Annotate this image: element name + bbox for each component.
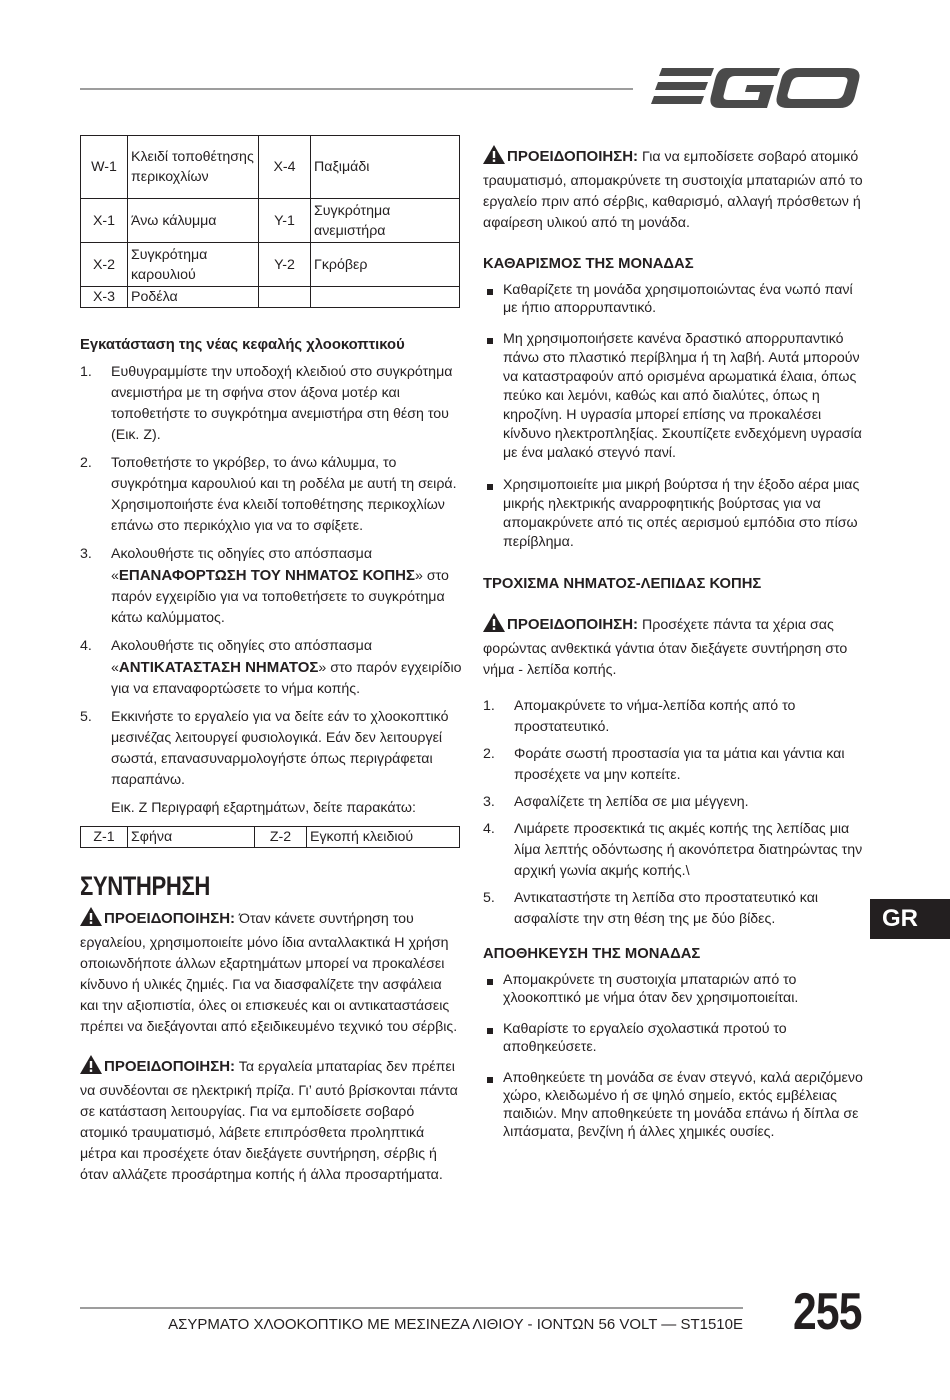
list-item: 3. Ασφαλίζετε τη λεπίδα σε μια μέγγενη. <box>483 794 749 810</box>
warning-icon <box>80 1055 102 1081</box>
table-row <box>81 136 460 199</box>
part-name: Άνω κάλυμμα <box>128 199 259 243</box>
cleaning-heading: ΚΑΘΑΡΙΣΜΟΣ ΤΗΣ ΜΟΝΑΔΑΣ <box>483 256 694 272</box>
warning-paragraph: ΠΡΟΕΙΔΟΠΟΙΗΣΗ: Προσέχετε πάντα τα χέρια σας φορώντας ανθεκτικά γάντια όταν διεξάγετε συντήρηση στο νήμα - λεπίδα κοπής. <box>483 613 863 681</box>
warning-paragraph: ΠΡΟΕΙΔΟΠΟΙΗΣΗ: Για να εμποδίσετε σοβαρό ατομικό τραυματισμό, απομακρύνετε τη συστοιχία μπαταριών από το εργαλείο πριν από σέρβις, καθαρισμό, αλλαγή πρόσθετων ή αφαίρεση υλικού από τη μονάδα. <box>483 145 863 234</box>
cleaning-list <box>483 281 863 552</box>
language-tab: GR <box>870 899 950 939</box>
z-table <box>80 826 460 848</box>
warning-icon <box>80 907 102 933</box>
part-name: Κλειδί τοποθέτησης περικοχλίων <box>128 136 259 199</box>
part-name: Γκρόβερ <box>311 243 460 287</box>
part-code: Y-2 <box>259 243 311 287</box>
warning-icon <box>483 145 505 171</box>
list-item: 1. Απομακρύνετε το νήμα-λεπίδα κοπής από το προστατευτικό. <box>483 698 796 735</box>
part-code: Z-2 <box>255 827 307 848</box>
part-code: X-1 <box>81 199 128 243</box>
part-name: Ροδέλα <box>128 287 259 308</box>
warning-paragraph: ΠΡΟΕΙΔΟΠΟΙΗΣΗ: Όταν κάνετε συντήρηση του εργαλείου, χρησιμοποιείτε μόνο ίδια ανταλλακτικά Η χρήση οποιωνδήποτε άλλων εξαρτημάτων μπορεί να προκαλέσει κίνδυνο ή υλικές ζημιές. Για να διασφαλίζετε την ασφάλεια και την αξιοπιστία, όλες οι επισκευές και οι αντικαταστάσεις πρέπει να διεξάγονται από εξειδικευμένο τεχνικό του σέρβις. <box>80 907 462 1038</box>
list-item: Απομακρύνετε τη συστοιχία μπαταριών από το χλοοκοπτικό με νήμα όταν δεν χρησιμοποιείται. <box>483 971 863 1007</box>
page-number: 255 <box>793 1283 862 1341</box>
table-row <box>81 287 460 308</box>
storage-heading: ΑΠΟΘΗΚΕΥΣΗ ΤΗΣ ΜΟΝΑΔΑΣ <box>483 946 701 962</box>
parts-table <box>80 135 460 308</box>
sharpening-steps <box>483 696 863 930</box>
part-name: Συγκρότημα καρουλιού <box>128 243 259 287</box>
part-code: X-4 <box>259 136 311 199</box>
table-row <box>81 199 460 243</box>
bullet-icon <box>487 338 493 344</box>
list-item: Αποθηκεύετε τη μονάδα σε έναν στεγνό, καλά αεριζόμενο χώρο, κλειδωμένο ή σε ψηλό σημείο, εκτός εμβέλειας παιδιών. Μην αποθηκεύετε τη μονάδα επάνω ή δίπλα σε λιπάσματα, βενζίνη ή άλλες χημικές ουσίες. <box>483 1069 863 1141</box>
list-item: 5. Αντικαταστήστε τη λεπίδα στο προστατευτικό και ασφαλίστε την στη θέση της με δύο βίδες. <box>483 890 819 927</box>
list-item: Καθαρίστε το εργαλείο σχολαστικά προτού το αποθηκεύσετε. <box>483 1020 863 1056</box>
figure-caption: Εικ. Ζ Περιγραφή εξαρτημάτων, δείτε παρακάτω: <box>111 800 416 816</box>
list-item: 4. Ακολουθήστε τις οδηγίες στο απόσπασμα «ΑΝΤΙΚΑΤΑΣΤΑΣΗ ΝΗΜΑΤΟΣ» στο παρόν εγχειρίδιο για να επαναφορτώσετε το νήμα κοπής. <box>80 638 462 697</box>
list-item: 5. Εκκινήστε το εργαλείο για να δείτε εάν το χλοοκοπτικό μεσινέζας λειτουργεί φυσιολογικά. Εάν δεν λειτουργεί σωστά, επανασυναρμολογήστε όπως περιγράφεται παραπάνω. <box>80 709 449 788</box>
footer-rule <box>80 1307 743 1309</box>
part-code: X-3 <box>81 287 128 308</box>
list-item: Χρησιμοποιείτε μια μικρή βούρτσα ή την έξοδο αέρα μιας μικρής ηλεκτρικής αναρροφητικής βούρτσας για να απομακρύνετε από τις οπές αερισμού εμπόδια στο πίσω περίβλημα. <box>483 476 863 552</box>
bullet-icon <box>487 979 493 985</box>
ego-logo-graphic <box>650 64 862 112</box>
list-item: 4. Λιμάρετε προσεκτικά τις ακμές κοπής της λεπίδας μια λίμα λεπτής οδόντωσης ή ακονόπετρα διατηρώντας την αρχική γωνία ακμής κοπής.\ <box>483 821 863 879</box>
table-row <box>81 243 460 287</box>
part-name: Σφήνα <box>128 827 255 848</box>
part-code: Z-1 <box>81 827 128 848</box>
part-code <box>259 287 311 308</box>
bullet-icon <box>487 484 493 490</box>
storage-list <box>483 971 863 1141</box>
footer-title: ΑΣΥΡΜΑΤΟ ΧΛΟΟΚΟΠΤΙΚΟ ΜΕ ΜΕΣΙΝΕΖΑ ΛΙΘΙΟΥ - ΙΟΝΤΩΝ 56 VOLT — ST1510E <box>168 1316 743 1333</box>
table-row <box>81 827 460 848</box>
warning-paragraph: ΠΡΟΕΙΔΟΠΟΙΗΣΗ: Τα εργαλεία μπαταρίας δεν πρέπει να συνδέονται σε ηλεκτρική πρίζα. Γι’ αυτό βρίσκονται πάντα σε κατάσταση λειτουργίας. Για να εμποδίσετε σοβαρό ατομικό τραυματισμό, λάβετε επιπρόσθετα προληπτικά μέτρα και προσέχετε όταν διεξάγετε συντήρηση, σέρβις ή όταν αλλάζετε προσάρτημα κοπής ή άλλα προσαρτήματα. <box>80 1055 462 1186</box>
part-code: X-2 <box>81 243 128 287</box>
list-item: Μη χρησιμοποιήσετε κανένα δραστικό απορρυπαντικό πάνω στο πλαστικό περίβλημα ή τη λαβή. Αυτά μπορούν να καταστραφούν από ορισμένα αρωματικά έλαια, όπως πεύκο και λεμόνι, καθώς και από διαλύτες, όπως η κηροζίνη. Η υγρασία μπορεί επίσης να προκαλέσει κίνδυνο ηλεκτροπληξίας. Σκουπίζετε ενδεχόμενη υγρασία με ένα μαλακό στεγνό πανί. <box>483 330 863 463</box>
header-rule <box>80 88 633 90</box>
part-name: Συγκρότημα ανεμιστήρα <box>311 199 460 243</box>
list-item: 1. Ευθυγραμμίστε την υποδοχή κλειδιού στο συγκρότημα ανεμιστήρα με τη σφήνα στον άξονα μοτέρ και τοποθετήστε το συγκρότημα ανεμιστήρα στη θέση του (Εικ. Ζ). <box>80 364 453 443</box>
part-code: W-1 <box>81 136 128 199</box>
part-code: Y-1 <box>259 199 311 243</box>
left-column <box>80 135 462 1186</box>
list-item: Καθαρίζετε τη μονάδα χρησιμοποιώντας ένα νωπό πανί με ήπιο απορρυπαντικό. <box>483 281 863 317</box>
section-title: ΣΥΝΤΗΡΗΣΗ <box>80 871 210 901</box>
list-item: 2. Τοποθετήστε το γκρόβερ, το άνω κάλυμμα, το συγκρότημα καρουλιού και τη ροδέλα με αυτή τη σειρά. Χρησιμοποιήστε ένα κλειδί τοποθέτησης περικοχλίων επάνω στο περικόχλιο για να το σφίξετε. <box>80 455 457 534</box>
part-name: Εγκοπή κλειδιού <box>307 827 460 848</box>
install-steps <box>80 362 462 791</box>
part-name: Παξιμάδι <box>311 136 460 199</box>
list-item: 2. Φοράτε σωστή προστασία για τα μάτια και γάντια και προσέχετε να μην κοπείτε. <box>483 746 845 783</box>
bullet-icon <box>487 1028 493 1034</box>
ego-logo <box>650 64 862 117</box>
right-column <box>483 135 863 1141</box>
part-name <box>311 287 460 308</box>
sharpening-heading: ΤΡΟΧΙΣΜΑ ΝΗΜΑΤΟΣ-ΛΕΠΙΔΑΣ ΚΟΠΗΣ <box>483 576 762 592</box>
list-item: 3. Ακολουθήστε τις οδηγίες στο απόσπασμα «ΕΠΑΝΑΦΟΡΤΩΣΗ ΤΟΥ ΝΗΜΑΤΟΣ ΚΟΠΗΣ» στο παρόν εγχειρίδιο για να τοποθετήσετε το συγκρότημα κάτω καλύμματος. <box>80 546 449 626</box>
warning-icon <box>483 613 505 639</box>
install-heading: Εγκατάσταση της νέας κεφαλής χλοοκοπτικού <box>80 337 405 353</box>
bullet-icon <box>487 1077 493 1083</box>
bullet-icon <box>487 289 493 295</box>
